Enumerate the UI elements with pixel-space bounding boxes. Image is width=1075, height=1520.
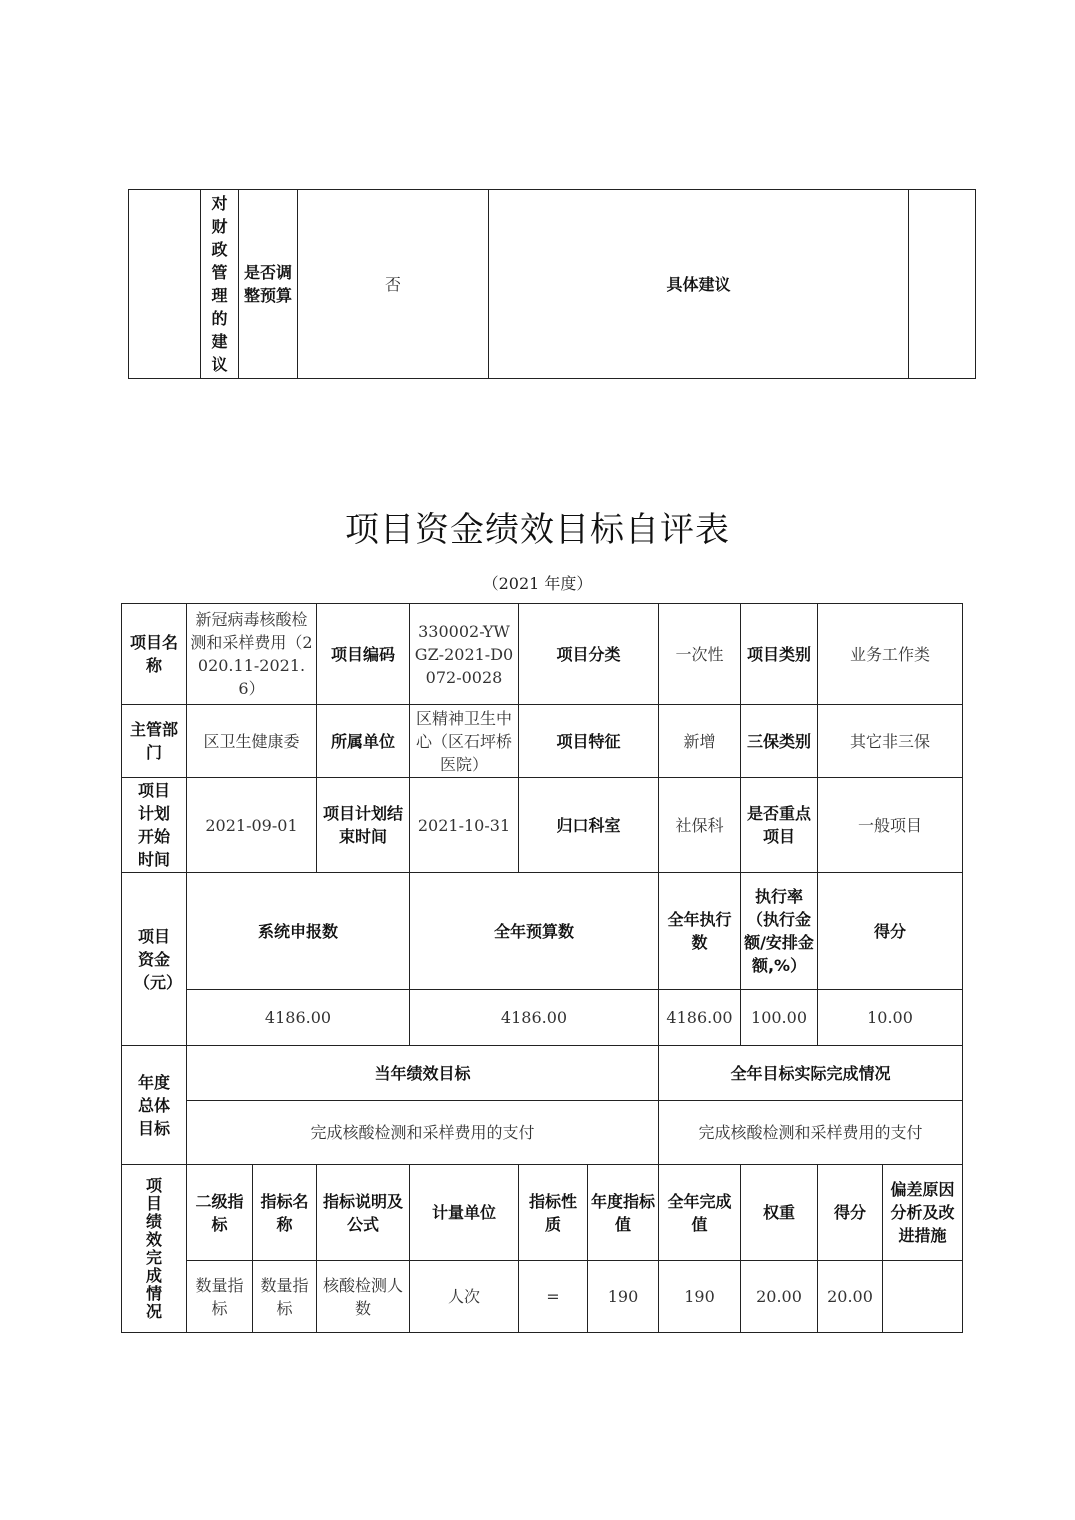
perf-header-5: 指标性质: [519, 1165, 588, 1261]
perf-header-7: 全年完成值: [659, 1165, 741, 1261]
budget-value: 4186.00: [410, 990, 659, 1046]
suggestion-label: 具体建议: [489, 190, 909, 379]
perf-header-4: 计量单位: [410, 1165, 519, 1261]
perf-header-3: 指标说明及公式: [317, 1165, 410, 1261]
actual-label: 全年目标实际完成情况: [659, 1046, 963, 1101]
perf-header-1: 二级指标: [187, 1165, 253, 1261]
start-time: 2021-09-01: [187, 778, 317, 873]
key-project-label: 是否重点项目: [741, 778, 818, 873]
declared-label: 系统申报数: [187, 873, 410, 990]
empty-cell: [129, 190, 201, 379]
perf-cell: 20.00: [741, 1261, 818, 1333]
actual-value: 完成核酸检测和采样费用的支付: [659, 1101, 963, 1165]
project-name: 新冠病毒核酸检测和采样费用（2020.11-2021.6）: [187, 604, 317, 705]
budget-label: 全年预算数: [410, 873, 659, 990]
perf-cell: 20.00: [818, 1261, 883, 1333]
performance-table: [121, 603, 963, 1333]
rate-label: 执行率（执行金额/安排金额,%）: [741, 873, 818, 990]
project-name-label: 项目名称: [122, 604, 187, 705]
perf-header-8: 权重: [741, 1165, 818, 1261]
end-time-label: 项目计划结束时间: [317, 778, 410, 873]
unit-label: 所属单位: [317, 705, 410, 778]
perf-cell: 190: [588, 1261, 659, 1333]
adjust-budget-value: 否: [298, 190, 489, 379]
suggestion-value: [909, 190, 976, 379]
adjust-budget-label: 是否调整预算: [239, 190, 298, 379]
perf-cell: 数量指标: [253, 1261, 317, 1333]
perf-cell: 数量指标: [187, 1261, 253, 1333]
perf-cell: [883, 1261, 963, 1333]
rate-value: 100.00: [741, 990, 818, 1046]
perf-cell: =: [519, 1261, 588, 1333]
perf-header-10: 偏差原因分析及改进措施: [883, 1165, 963, 1261]
key-project: 一般项目: [818, 778, 963, 873]
funds-score-label: 得分: [818, 873, 963, 990]
executed-label: 全年执行数: [659, 873, 741, 990]
perf-header-6: 年度指标值: [588, 1165, 659, 1261]
feature: 新增: [659, 705, 741, 778]
office: 社保科: [659, 778, 741, 873]
declared-value: 4186.00: [187, 990, 410, 1046]
perf-header-9: 得分: [818, 1165, 883, 1261]
project-code-label: 项目编码: [317, 604, 410, 705]
funds-score-value: 10.00: [818, 990, 963, 1046]
annual-goal-label: 年度总体目标: [122, 1046, 187, 1165]
end-time: 2021-10-31: [410, 778, 519, 873]
sanbao-label: 三保类别: [741, 705, 818, 778]
project-code: 330002-YWGZ-2021-D0072-0028: [410, 604, 519, 705]
suggestion-section-label: 对财政管理的建议: [201, 190, 239, 379]
office-label: 归口科室: [519, 778, 659, 873]
feature-label: 项目特征: [519, 705, 659, 778]
table-row: [122, 1261, 963, 1333]
funds-label: 项目资金（元）: [122, 873, 187, 1046]
project-category: 一次性: [659, 604, 741, 705]
project-type: 业务工作类: [818, 604, 963, 705]
perf-cell: 核酸检测人数: [317, 1261, 410, 1333]
page-title: 项目资金绩效目标自评表: [345, 510, 730, 550]
target-value: 完成核酸检测和采样费用的支付: [187, 1101, 659, 1165]
unit: 区精神卫生中心（区石坪桥医院）: [410, 705, 519, 778]
perf-cell: 190: [659, 1261, 741, 1333]
executed-value: 4186.00: [659, 990, 741, 1046]
dept-label: 主管部门: [122, 705, 187, 778]
page-subtitle: （2021 年度）: [482, 574, 593, 593]
perf-section-label: 项目绩效完成情况: [122, 1165, 187, 1333]
project-category-label: 项目分类: [519, 604, 659, 705]
start-time-label: 项目计划开始时间: [122, 778, 187, 873]
perf-header-2: 指标名称: [253, 1165, 317, 1261]
sanbao: 其它非三保: [818, 705, 963, 778]
project-type-label: 项目类别: [741, 604, 818, 705]
perf-cell: 人次: [410, 1261, 519, 1333]
dept: 区卫生健康委: [187, 705, 317, 778]
suggestion-table: [128, 189, 976, 379]
target-label: 当年绩效目标: [187, 1046, 659, 1101]
